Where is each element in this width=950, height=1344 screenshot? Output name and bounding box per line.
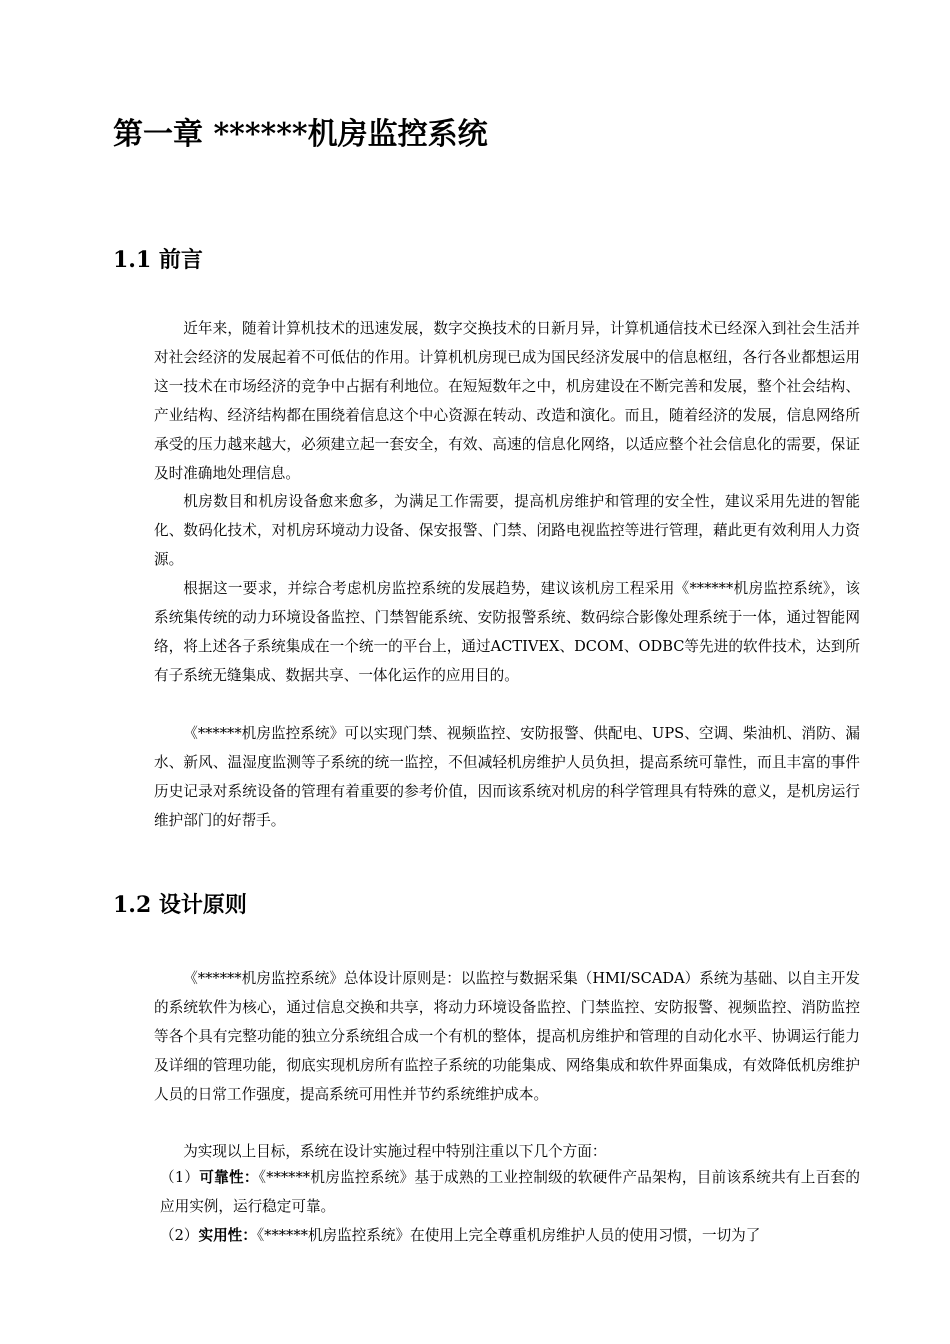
list-item-practicality [160, 1221, 860, 1250]
list-item-reliability [160, 1163, 860, 1221]
list-item-number: （2） [160, 1227, 199, 1244]
paragraph: 为实现以上目标，系统在设计实施过程中特别注重以下几个方面： [183, 1143, 607, 1160]
paragraph: 根据这一要求，并综合考虑机房监控系统的发展趋势，建议该机房工程采用《******机房监控系统》，该系统集传统的动力环境设备监控、门禁智能系统、安防报警系统、数码综合影像处理系统于一体，通过智能网络，将上述各子系统集成在一个统一的平台上，通过ACTIVEX、DCOM、ODBC等先进的软件技术，达到所有子系统无缝集成、数据共享、一体化运作的应用目的。 [154, 580, 860, 684]
section-heading-design-principles: 1.2 设计原则 [113, 892, 247, 918]
chapter-title: 第一章 ******机房监控系统 [113, 117, 488, 152]
list-item-term: 实用性： [198, 1227, 257, 1244]
paragraph: 近年来，随着计算机技术的迅速发展，数字交换技术的日新月异，计算机通信技术已经深入到社会生活并对社会经济的发展起着不可低估的作用。计算机机房现已成为国民经济发展中的信息枢纽，各行各业都想运用这一技术在市场经济的竞争中占据有利地位。在短短数年之中，机房建设在不断完善和发展，整个社会结构、产业结构、经济结构都在围绕着信息这个中心资源在转动、改造和演化。而且，随着经济的发展，信息网络所承受的压力越来越大，必须建立起一套安全，有效、高速的信息化网络，以适应整个社会信息化的需要，保证及时准确地处理信息。 [154, 320, 860, 482]
section-heading-preface: 1.1 前言 [113, 247, 203, 273]
paragraph: 《******机房监控系统》总体设计原则是：以监控与数据采集（HMI/SCADA）系统为基础、以自主开发的系统软件为核心，通过信息交换和共享，将动力环境设备监控、门禁监控、安防报警、视频监控、消防监控等各个具有完整功能的独立分系统组合成一个有机的整体，提高机房维护和管理的自动化水平、协调运行能力及详细的管理功能，彻底实现机房所有监控子系统的功能集成、网络集成和软件界面集成，有效降低机房维护人员的日常工作强度，提高系统可用性并节约系统维护成本。 [154, 970, 860, 1103]
paragraph: 《******机房监控系统》可以实现门禁、视频监控、安防报警、供配电、UPS、空调、柴油机、消防、漏水、新风、温湿度监测等子系统的统一监控，不但减轻机房维护人员负担，提高系统可靠性，而且丰富的事件历史记录对系统设备的管理有着重要的参考价值，因而该系统对机房的科学管理具有特殊的意义，是机房运行维护部门的好帮手。 [154, 725, 860, 829]
list-item-text: 《******机房监控系统》在使用上完全尊重机房维护人员的使用习惯，一切为了 [256, 1227, 761, 1244]
paragraph: 机房数目和机房设备愈来愈多，为满足工作需要，提高机房维护和管理的安全性，建议采用先进的智能化、数码化技术，对机房环境动力设备、保安报警、门禁、闭路电视监控等进行管理，藉此更有效利用人力资源。 [154, 493, 860, 568]
list-item-text: 《******机房监控系统》基于成熟的工业控制级的软硬件产品架构，目前该系统共有上百套的应用实例，运行稳定可靠。 [160, 1169, 860, 1215]
list-item-number: （1） [160, 1169, 200, 1186]
list-item-term: 可靠性： [199, 1169, 259, 1186]
